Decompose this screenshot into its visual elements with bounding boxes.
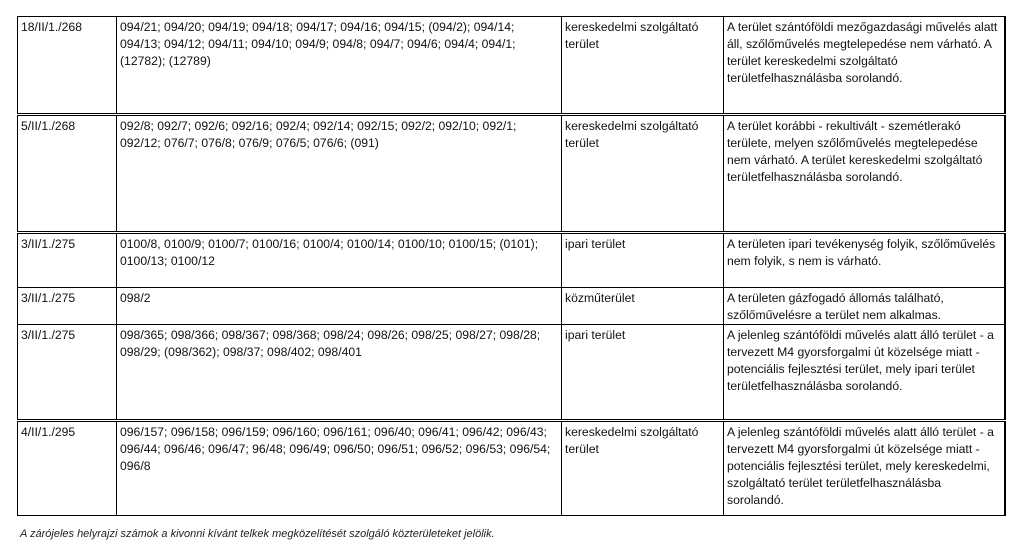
description-cell: A terület korábbi - rekultivált - szemétlerakó területe, melyen szőlőművelés megtelepedése nem várható. A terület kereskedelmi szolgáltató területfelhasználásba sorolandó. bbox=[724, 115, 1005, 233]
footnote: A zárójeles helyrajzi számok a kivonni kívánt telkek megközelítését szolgáló közterületeket jelölik. bbox=[20, 528, 495, 540]
parcel-numbers-cell: 092/8; 092/7; 092/6; 092/16; 092/4; 092/14; 092/15; 092/2; 092/10; 092/1; 092/12; 076/7; 076/8; 076/9; 076/5; 076/6; (091) bbox=[117, 115, 562, 233]
area-code-cell: 5/II/1./268 bbox=[18, 115, 117, 233]
description-cell: A jelenleg szántóföldi művelés alatt álló terület - a tervezett M4 gyorsforgalmi út közelsége miatt - potenciális fejlesztési terület, mely ipari terület területfelhasználásba sorolandó. bbox=[724, 325, 1005, 421]
land-use-category-cell: közműterület bbox=[562, 288, 724, 325]
table-row bbox=[18, 233, 1005, 288]
description-cell: A területen gázfogadó állomás található, szőlőművelésre a terület nem alkalmas. bbox=[724, 288, 1005, 325]
parcel-numbers-cell: 094/21; 094/20; 094/19; 094/18; 094/17; 094/16; 094/15; (094/2); 094/14; 094/13; 094/12; 094/11; 094/10; 094/9; 094/8; 094/7; 094/6; 094/4; 094/1; (12782); (12789) bbox=[117, 17, 562, 115]
table-row bbox=[18, 325, 1005, 421]
description-cell: A terület szántóföldi mezőgazdasági művelés alatt áll, szőlőművelés megtelepedése nem várható. A terület kereskedelmi szolgáltató területfelhasználásba sorolandó. bbox=[724, 17, 1005, 115]
land-use-category-cell: ipari terület bbox=[562, 325, 724, 421]
table-row bbox=[18, 288, 1005, 325]
description-cell: A területen ipari tevékenység folyik, szőlőművelés nem folyik, s nem is várható. bbox=[724, 233, 1005, 288]
parcel-numbers-cell: 096/157; 096/158; 096/159; 096/160; 096/161; 096/40; 096/41; 096/42; 096/43; 096/44; 096/46; 096/47; 96/48; 096/49; 096/50; 096/51; 096/52; 096/53; 096/54; 096/8 bbox=[117, 421, 562, 516]
land-use-category-cell: ipari terület bbox=[562, 233, 724, 288]
description-cell: A jelenleg szántóföldi művelés alatt álló terület - a tervezett M4 gyorsforgalmi út közelsége miatt - potenciális fejlesztési terület, mely kereskedelmi, szolgáltató terület területfelhasználásba sorolandó. bbox=[724, 421, 1005, 516]
land-use-table bbox=[17, 16, 1006, 516]
parcel-numbers-cell: 098/365; 098/366; 098/367; 098/368; 098/24; 098/26; 098/25; 098/27; 098/28; 098/29; (098/362); 098/37; 098/402; 098/401 bbox=[117, 325, 562, 421]
table-row bbox=[18, 421, 1005, 516]
parcel-numbers-cell: 098/2 bbox=[117, 288, 562, 325]
area-code-cell: 3/II/1./275 bbox=[18, 288, 117, 325]
table-row bbox=[18, 17, 1005, 115]
land-use-category-cell: kereskedelmi szolgáltató terület bbox=[562, 421, 724, 516]
area-code-cell: 4/II/1./295 bbox=[18, 421, 117, 516]
land-use-category-cell: kereskedelmi szolgáltató terület bbox=[562, 17, 724, 115]
parcel-numbers-cell: 0100/8, 0100/9; 0100/7; 0100/16; 0100/4; 0100/14; 0100/10; 0100/15; (0101); 0100/13; 0100/12 bbox=[117, 233, 562, 288]
area-code-cell: 3/II/1./275 bbox=[18, 325, 117, 421]
table-row bbox=[18, 115, 1005, 233]
area-code-cell: 18/II/1./268 bbox=[18, 17, 117, 115]
area-code-cell: 3/II/1./275 bbox=[18, 233, 117, 288]
land-use-category-cell: kereskedelmi szolgáltató terület bbox=[562, 115, 724, 233]
